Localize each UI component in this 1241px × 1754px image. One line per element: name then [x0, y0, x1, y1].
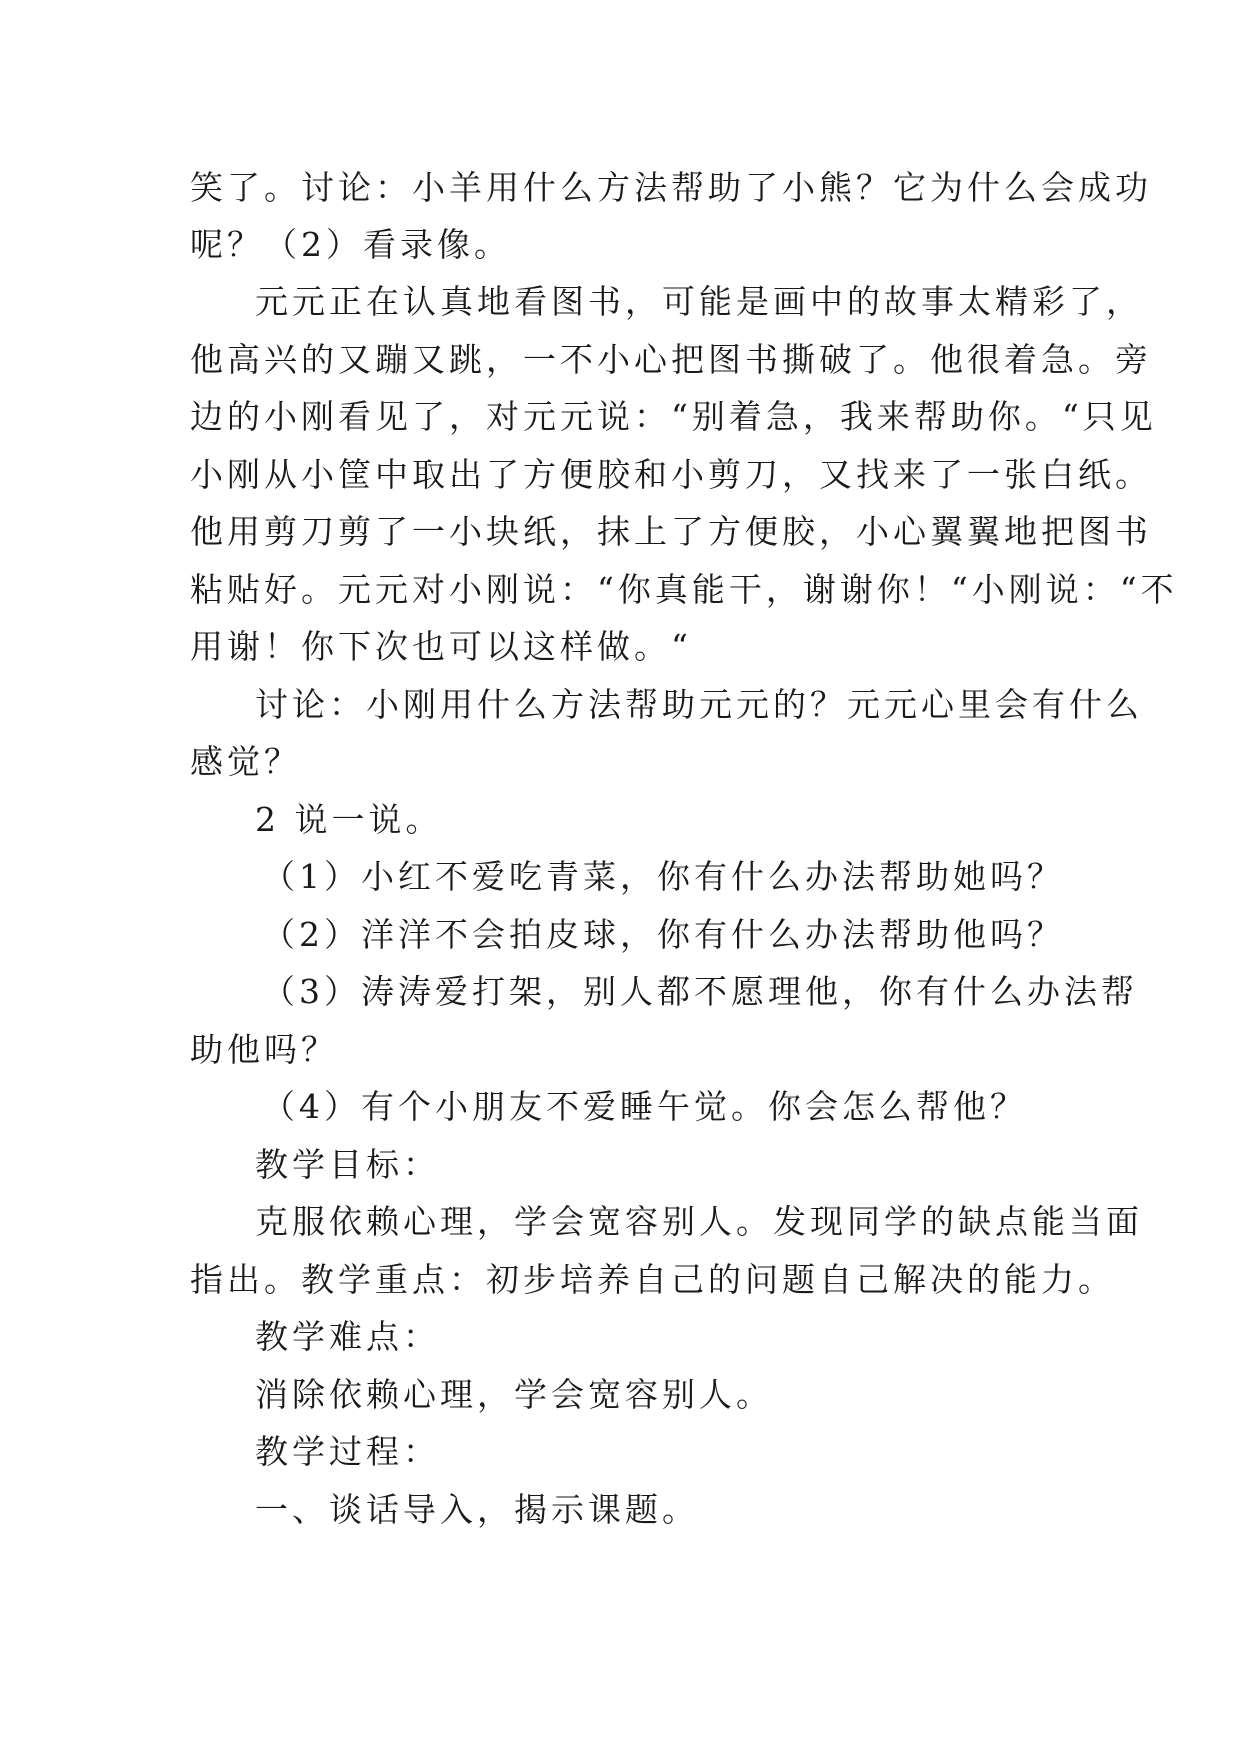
paragraph-start: 克服依赖心理，学会宽容别人。发现同学的缺点能当面 [255, 1202, 1143, 1241]
list-item: （3）涛涛爱打架，别人都不愿理他，你有什么办法帮 [262, 972, 1138, 1011]
section-heading: 一、谈话导入，揭示课题。 [255, 1490, 699, 1529]
text-line: 笑了。讨论：小羊用什么方法帮助了小熊？它为什么会成功 [190, 168, 1152, 207]
paragraph-start: 消除依赖心理，学会宽容别人。 [255, 1375, 773, 1414]
section-heading: 教学目标： [255, 1145, 440, 1184]
text-line: 用谢！你下次也可以这样做。“ [190, 627, 692, 666]
text-line: 粘贴好。元元对小刚说：“你真能干，谢谢你！“小刚说：“不 [190, 570, 1178, 609]
text-line: 呢？（2）看录像。 [190, 225, 511, 264]
list-item: （4）有个小朋友不爱睡午觉。你会怎么帮他？ [262, 1087, 1027, 1126]
section-heading: 教学过程： [255, 1432, 440, 1471]
text-line: 感觉？ [190, 742, 301, 781]
paragraph-start: 讨论：小刚用什么方法帮助元元的？元元心里会有什么 [255, 685, 1143, 724]
text-line: 边的小刚看见了，对元元说：“别着急，我来帮助你。“只见 [190, 397, 1157, 436]
text-line: 指出。教学重点：初步培养自己的问题自己解决的能力。 [190, 1260, 1115, 1299]
section-heading: 教学难点： [255, 1317, 440, 1356]
section-heading: 2 说一说。 [255, 800, 443, 839]
paragraph-start: 元元正在认真地看图书，可能是画中的故事太精彩了， [255, 282, 1143, 321]
text-line: 他高兴的又蹦又跳，一不小心把图书撕破了。他很着急。旁 [190, 340, 1152, 379]
text-line: 助他吗？ [190, 1030, 338, 1069]
text-line: 小刚从小筐中取出了方便胶和小剪刀，又找来了一张白纸。 [190, 455, 1152, 494]
list-item: （2）洋洋不会拍皮球，你有什么办法帮助他吗？ [262, 915, 1064, 954]
text-line: 他用剪刀剪了一小块纸，抹上了方便胶，小心翼翼地把图书 [190, 512, 1152, 551]
list-item: （1）小红不爱吃青菜，你有什么办法帮助她吗？ [262, 857, 1064, 896]
